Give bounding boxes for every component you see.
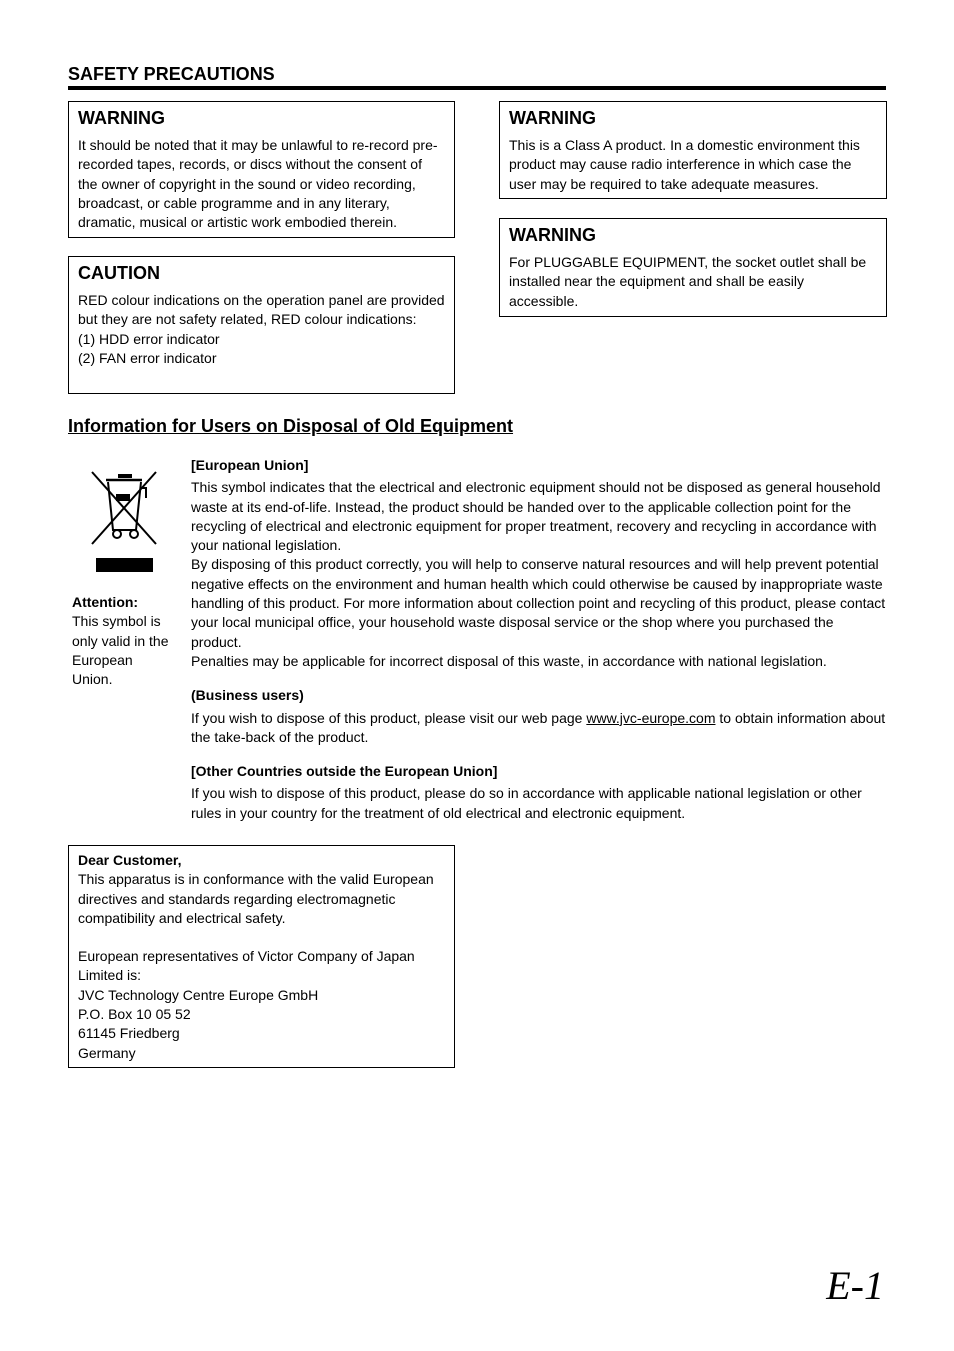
business-heading: (Business users) — [191, 687, 304, 704]
other-countries-paragraph: If you wish to dispose of this product, please do so in accordance with applicable national legislation or other rules in your country for the treatment of old electrical and electronic equipment. — [191, 785, 862, 821]
customer-heading: Dear Customer, — [78, 852, 182, 868]
address-line: P.O. Box 10 05 52 — [78, 1006, 191, 1023]
caution-heading: CAUTION — [78, 263, 160, 283]
warning-class-a-box — [499, 101, 887, 199]
warning-pluggable-box — [499, 218, 887, 317]
attention-note — [72, 593, 176, 689]
caution-item: (1) HDD error indicator — [78, 330, 220, 347]
address-line: Germany — [78, 1044, 136, 1061]
customer-body: This apparatus is in conformance with the valid European directives and standards regarding electromagnetic compatibility and electrical safety. — [78, 871, 434, 926]
other-countries-heading: [Other Countries outside the European Union] — [191, 763, 498, 780]
page-number: E-1 — [826, 1263, 884, 1308]
disposal-text — [191, 456, 887, 823]
eu-paragraph: Penalties may be applicable for incorrect disposal of this waste, in accordance with national legislation. — [191, 652, 827, 669]
eu-paragraph: By disposing of this product correctly, you will help to conserve natural resources and will help prevent potential negative effects on the environment and human health which could otherwise be caused by inappropriate waste handling of this product. For more information about collection point and recycling of this product, please contact your local municipal office, your household waste disposal service or the shop where you purchased the product. — [191, 556, 886, 650]
rep-intro: European representatives of Victor Company of Japan Limited is: — [78, 948, 415, 984]
warning-heading: WARNING — [78, 108, 165, 128]
address-line: 61145 Friedberg — [78, 1025, 180, 1042]
disposal-section-title: Information for Users on Disposal of Old Equipment — [68, 416, 514, 436]
warning-copyright-box — [68, 101, 455, 238]
address-line: JVC Technology Centre Europe GmbH — [78, 986, 319, 1003]
warning-body: This is a Class A product. In a domestic environment this product may cause radio interference in which case the user may be required to take adequate measures. — [509, 137, 860, 192]
caution-body: RED colour indications on the operation panel are provided but they are not safety related, RED colour indications: — [78, 292, 445, 328]
attention-label: Attention: — [72, 594, 139, 610]
attention-text: This symbol is only valid in the European Union. — [72, 613, 169, 688]
warning-body: It should be noted that it may be unlawful to re-record pre-recorded tapes, records, or discs without the consent of the owner of copyright in the sound or video recording, broadcast, or cable programme and in any literary, dramatic, musical or artistic work embodied therein. — [78, 137, 438, 231]
page-title: SAFETY PRECAUTIONS — [68, 64, 275, 84]
caution-item: (2) FAN error indicator — [78, 349, 217, 366]
bin-underline-bar — [96, 558, 153, 572]
crossed-out-wheelie-bin-icon — [88, 468, 160, 546]
warning-body: For PLUGGABLE EQUIPMENT, the socket outlet shall be installed near the equipment and shall be easily accessible. — [509, 254, 867, 309]
caution-box — [68, 256, 455, 394]
dear-customer-box — [68, 845, 455, 1068]
eu-paragraph: This symbol indicates that the electrical and electronic equipment should not be disposed as general household waste at its end-of-life. Instead, the product should be handed over to the applicable collection point for the recycling of electrical and electronic equipment for proper treatment, recovery and recycling in accordance with your national legislation. — [191, 479, 881, 554]
jvc-europe-link[interactable]: www.jvc-europe.com — [586, 709, 716, 726]
title-rule — [68, 86, 886, 90]
warning-heading: WARNING — [509, 225, 596, 245]
business-paragraph: If you wish to dispose of this product, please visit our web page www.jvc-europe.com to obtain information about the take-back of the product. — [191, 709, 886, 745]
warning-heading: WARNING — [509, 108, 596, 128]
eu-heading: [European Union] — [191, 457, 309, 473]
